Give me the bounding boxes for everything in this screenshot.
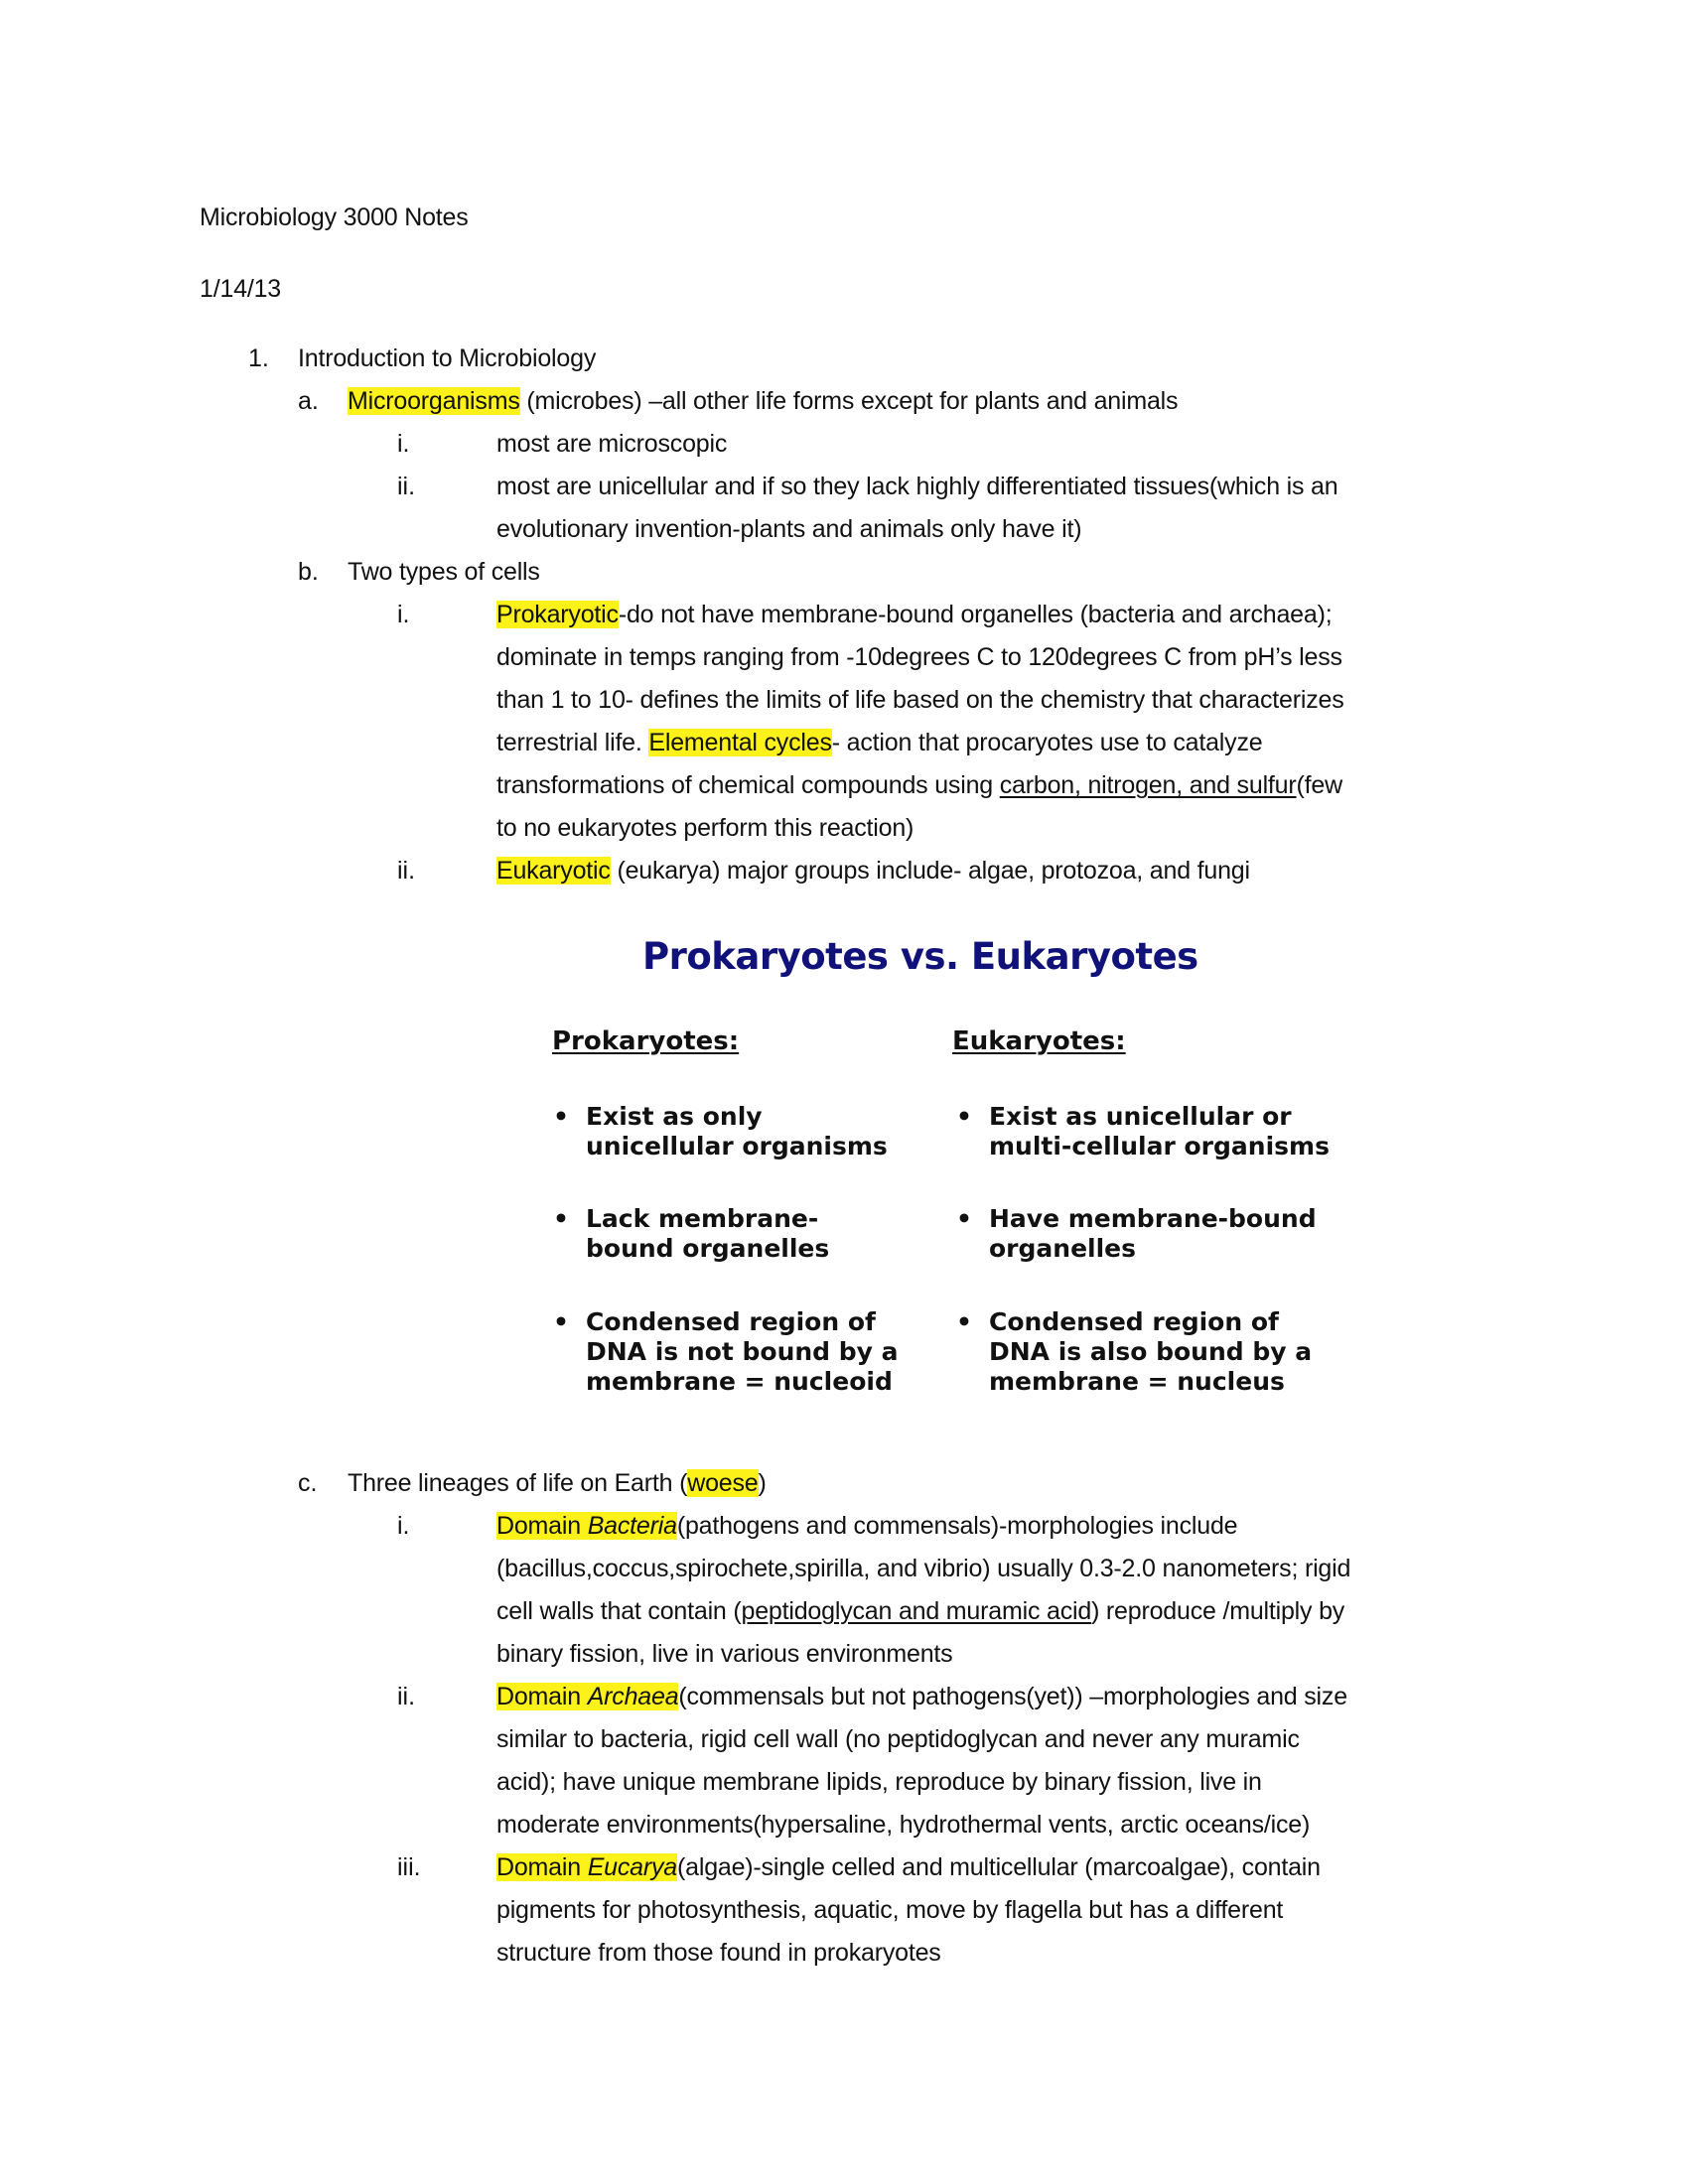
underlined-text: carbon, nitrogen, and sulfur [999,771,1297,799]
highlighted-term: Microorganisms [348,387,520,415]
list-marker: 1. [248,344,269,372]
list-item-continuation: binary fission, live in various environments [496,1640,953,1668]
list-item-continuation: (bacillus,coccus,spirochete,spirilla, and vibrio) usually 0.3-2.0 nanometers; rigid [496,1555,1351,1582]
list-marker: b. [298,558,319,586]
item-text: (algae)-single celled and multicellular (marcoalgae), contain [677,1853,1321,1881]
item-text: (few [1296,771,1342,799]
item-text: ) reproduce /multiply by [1091,1597,1345,1625]
list-item [496,1852,1321,1882]
list-marker: i. [397,1512,410,1540]
list-item-continuation: structure from those found in prokaryotes [496,1939,941,1967]
item-text: (commensals but not pathogens(yet)) –morphologies and size [678,1683,1347,1710]
list-marker: c. [298,1469,318,1497]
list-item-continuation: to no eukaryotes perform this reaction) [496,814,914,842]
list-item-continuation: acid); have unique membrane lipids, reproduce by binary fission, live in [496,1768,1262,1796]
list-item [496,1682,1347,1711]
item-text: (eukarya) major groups include- algae, protozoa, and fungi [610,857,1250,885]
slide-title: Prokaryotes vs. Eukaryotes [642,935,1198,978]
list-item: Two types of cells [348,558,540,586]
item-text: (pathogens and commensals)-morphologies include [676,1512,1238,1540]
highlighted-term: Domain Bacteria [496,1512,677,1540]
highlighted-term: Eukaryotic [496,857,611,885]
list-item: most are unicellular and if so they lack highly differentiated tissues(which is an [496,473,1338,500]
prokaryotes-heading: Prokaryotes: [552,1026,740,1056]
list-item [496,600,1332,629]
bullet-icon: • [956,1102,972,1131]
list-item-continuation: moderate environments(hypersaline, hydrothermal vents, arctic oceans/ice) [496,1811,1311,1839]
bullet-icon: • [956,1307,972,1336]
list-item-continuation [496,770,1342,800]
list-item [496,1511,1237,1541]
list-item [348,1468,767,1498]
section-heading: Introduction to Microbiology [298,344,597,372]
item-text: -do not have membrane-bound organelles (bacteria and archaea); [618,601,1333,628]
underlined-text: peptidoglycan and muramic acid [741,1597,1092,1625]
list-marker: i. [397,601,410,628]
list-item-continuation: pigments for photosynthesis, aquatic, move by flagella but has a different [496,1896,1284,1924]
highlighted-term: Elemental cycles [648,729,832,756]
list-marker: ii. [397,857,416,885]
bullet-icon: • [553,1102,569,1131]
highlighted-term: Prokaryotic [496,601,619,628]
embedded-slide-image: Prokaryotes vs. Eukaryotes Prokaryotes: Eukaryotes: • Exist as only unicellular organisms • Lack membrane- bound organelles • Condensed region of DNA is not bound by a membrane = nucleoid • Exist as unicellular or multi-cellular organisms • Have membrane-bound organelles • Condensed region of DNA is also bound by a membrane = nucleus [552,935,1330,1396]
highlighted-term: woese [687,1469,759,1497]
bullet-icon: • [553,1204,569,1233]
item-text: Three lineages of life on Earth ( [348,1469,688,1497]
list-item-continuation [496,728,1262,757]
item-text: transformations of chemical compounds using [496,771,1000,799]
item-text: cell walls that contain ( [496,1597,742,1625]
item-text: ) [758,1469,767,1497]
item-text: (microbes) –all other life forms except for plants and animals [519,387,1179,415]
list-marker: ii. [397,1683,416,1710]
list-marker: i. [397,430,410,458]
list-marker: ii. [397,473,416,500]
highlighted-term: Domain Eucarya [496,1853,678,1881]
bullet-icon: • [956,1204,972,1233]
highlighted-term: Domain Archaea [496,1683,679,1710]
list-marker: a. [298,387,319,415]
document-title: Microbiology 3000 Notes [200,204,469,231]
list-item-continuation [496,1596,1344,1626]
bullet-icon: • [553,1307,569,1336]
list-item-continuation: evolutionary invention-plants and animals only have it) [496,515,1082,543]
eukaryotes-heading: Eukaryotes: [952,1026,1126,1056]
document-date: 1/14/13 [200,275,282,303]
list-item [496,856,1250,886]
list-item: most are microscopic [496,430,728,458]
list-item-continuation: similar to bacteria, rigid cell wall (no peptidoglycan and never any muramic [496,1725,1300,1753]
list-item [348,386,1178,416]
list-item-continuation: than 1 to 10- defines the limits of life based on the chemistry that characterizes [496,686,1344,714]
item-text: terrestrial life. [496,729,649,756]
list-item-continuation: dominate in temps ranging from -10degrees C to 120degrees C from pH’s less [496,643,1342,671]
item-text: - action that procaryotes use to catalyze [831,729,1263,756]
list-marker: iii. [397,1853,421,1881]
